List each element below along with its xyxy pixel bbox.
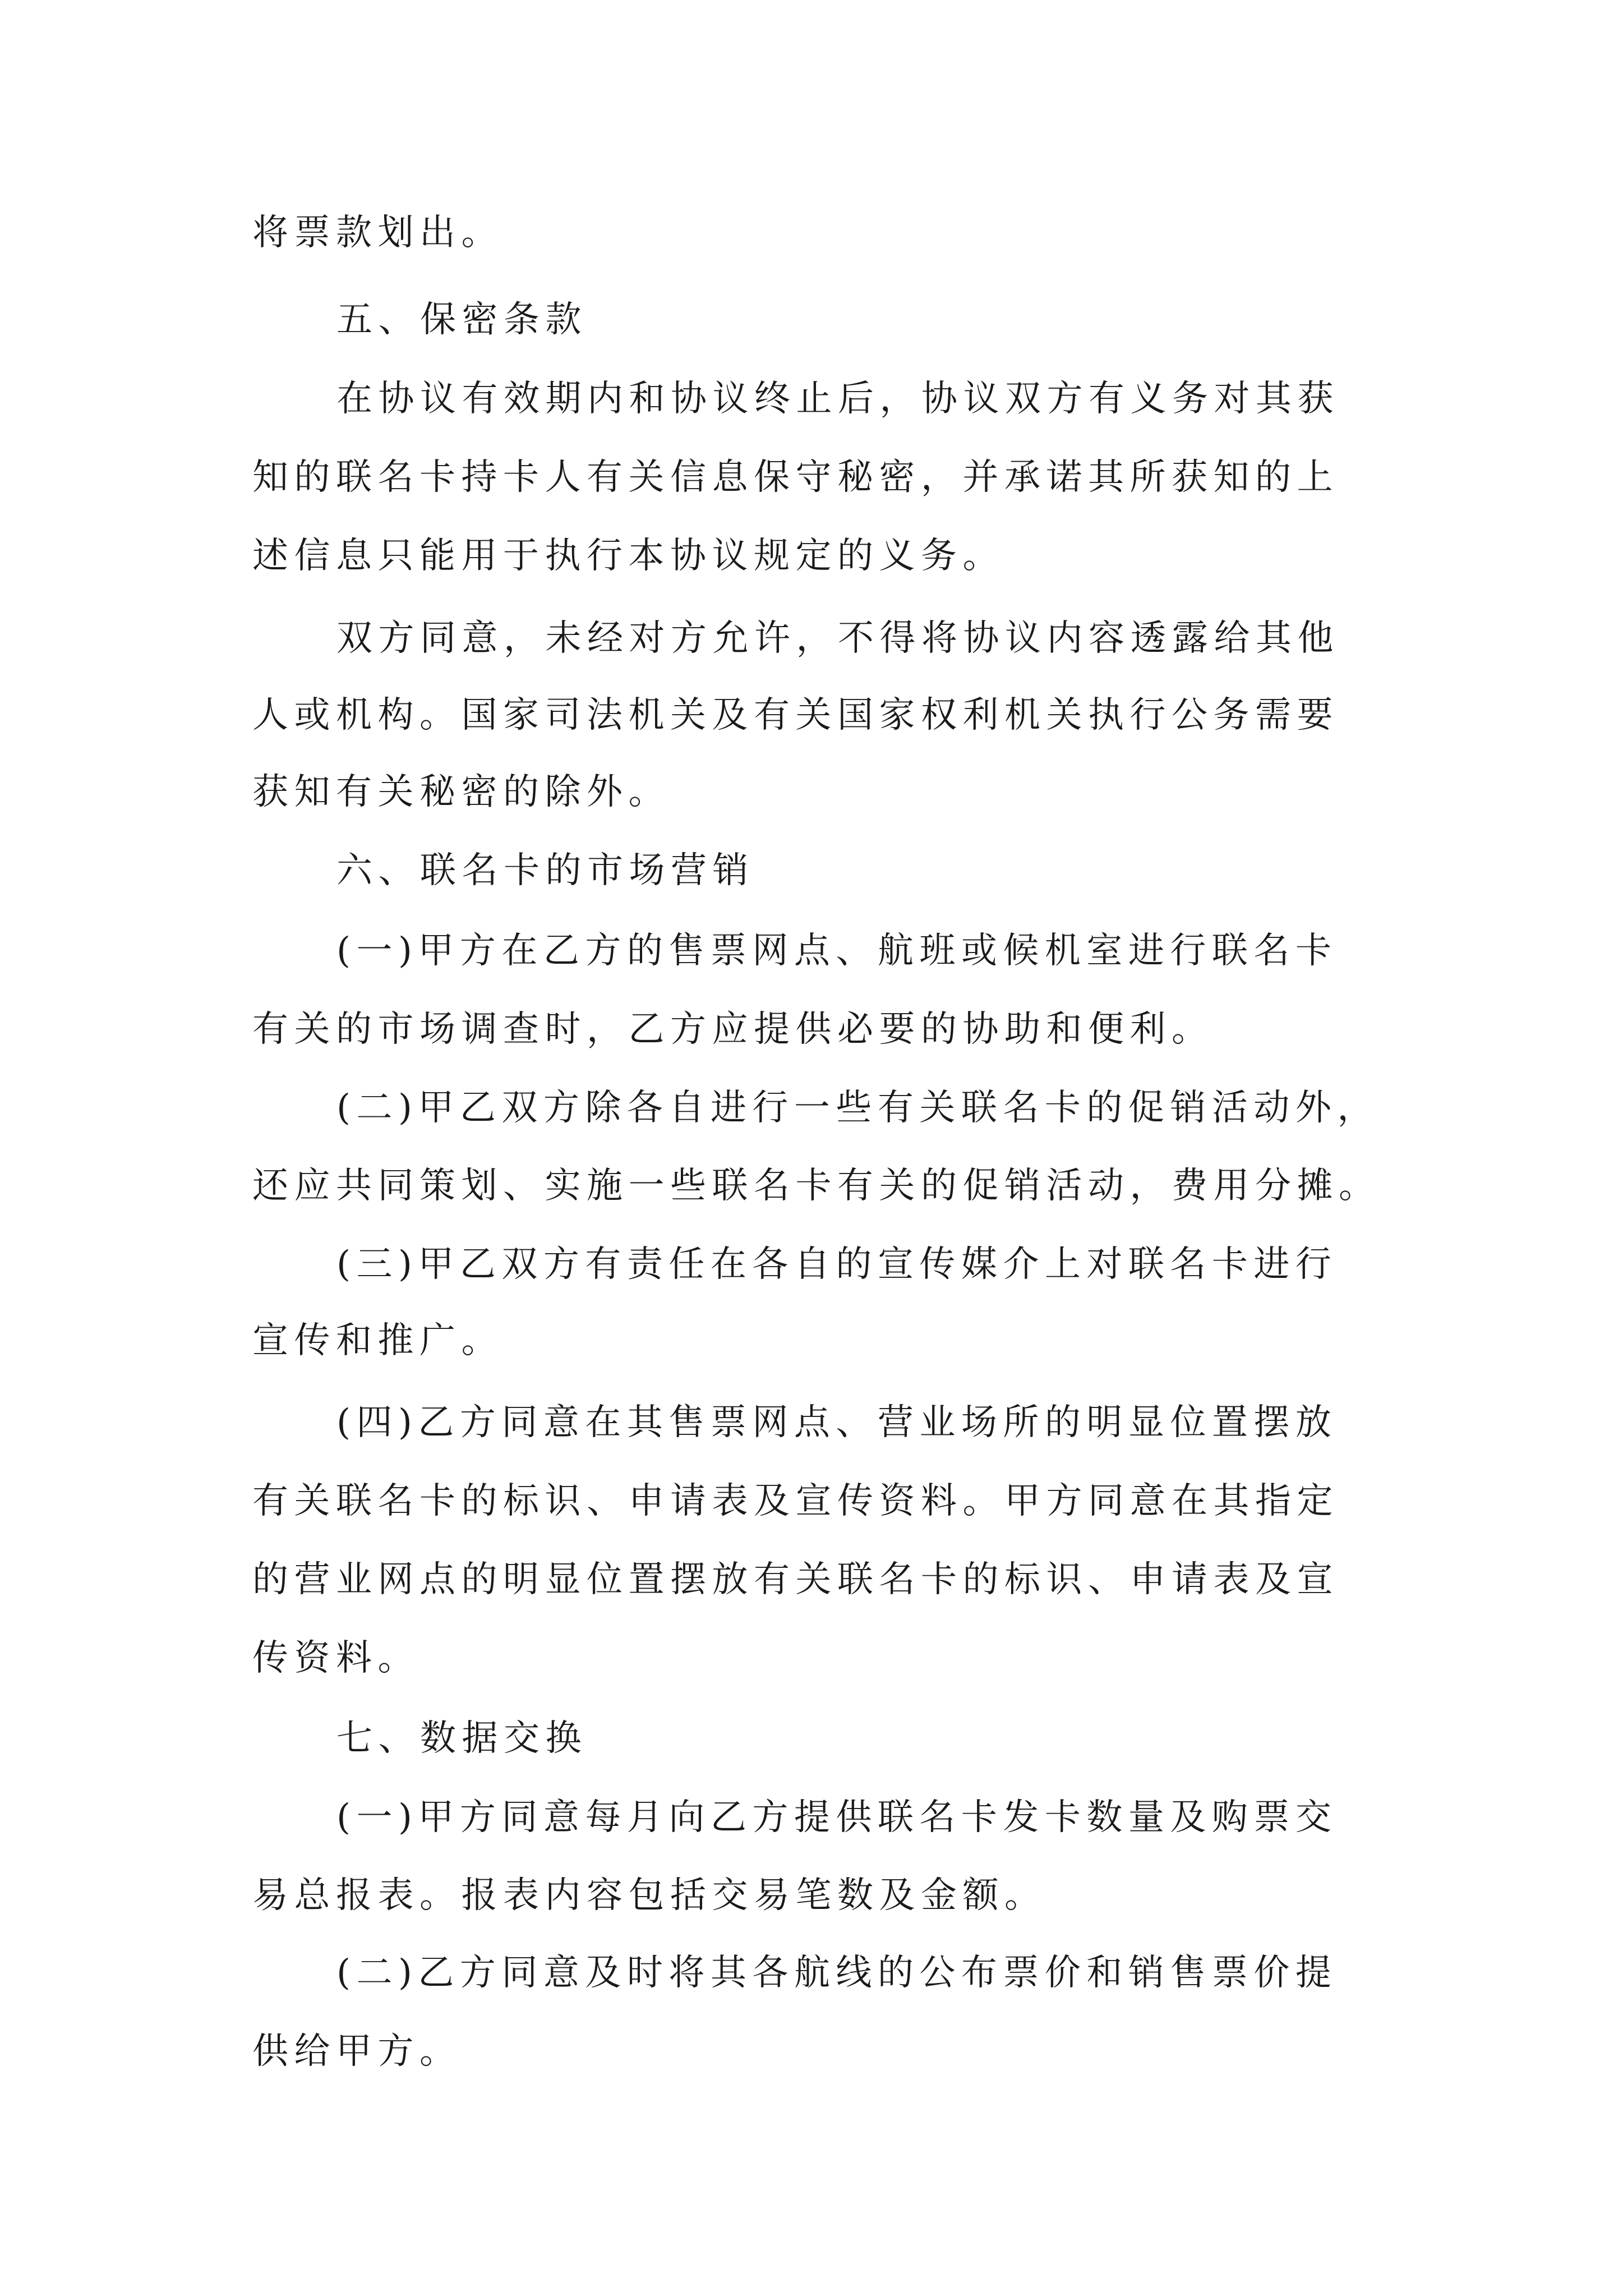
text-line: 传资料。 [252,1637,419,1679]
section-heading: 五、保密条款 [336,299,587,341]
text-line: 在协议有效期内和协议终止后，协议双方有义务对其获 [336,378,1339,420]
text-line: 供给甲方。 [252,2031,462,2072]
text-line: 的营业网点的明显位置摆放有关联名卡的标识、申请表及宣 [252,1559,1339,1600]
text-line: 人或机构。国家司法机关及有关国家权利机关执行公务需要 [252,694,1339,736]
text-line: 述信息只能用于执行本协议规定的义务。 [252,535,1004,577]
text-line: 宣传和推广。 [252,1320,503,1361]
text-line: 获知有关秘密的除外。 [252,771,670,813]
section-heading: 六、联名卡的市场营销 [336,850,754,891]
text-line: (四)乙方同意在其售票网点、营业场所的明显位置摆放 [336,1402,1338,1443]
text-line: (一)甲方在乙方的售票网点、航班或候机室进行联名卡 [336,930,1338,972]
text-line: 有关的市场调查时，乙方应提供必要的协助和便利。 [252,1009,1214,1050]
text-line: (二)乙方同意及时将其各航线的公布票价和销售票价提 [336,1952,1338,1994]
section-heading: 七、数据交换 [336,1718,587,1759]
text-line: 易总报表。报表内容包括交易笔数及金额。 [252,1875,1046,1916]
text-line: (一)甲方同意每月向乙方提供联名卡发卡数量及购票交 [336,1797,1338,1838]
text-line: 还应共同策划、实施一些联名卡有关的促销活动，费用分摊。 [252,1165,1381,1207]
text-line: 将票款划出。 [252,212,503,254]
text-line: 双方同意，未经对方允许，不得将协议内容透露给其他 [336,618,1339,659]
text-line: 知的联名卡持卡人有关信息保守秘密，并承诺其所获知的上 [252,457,1339,498]
text-line: (二)甲乙双方除各自进行一些有关联名卡的促销活动外， [336,1087,1379,1129]
text-line: 有关联名卡的标识、申请表及宣传资料。甲方同意在其指定 [252,1480,1339,1522]
text-line: (三)甲乙双方有责任在各自的宣传媒介上对联名卡进行 [336,1244,1338,1285]
